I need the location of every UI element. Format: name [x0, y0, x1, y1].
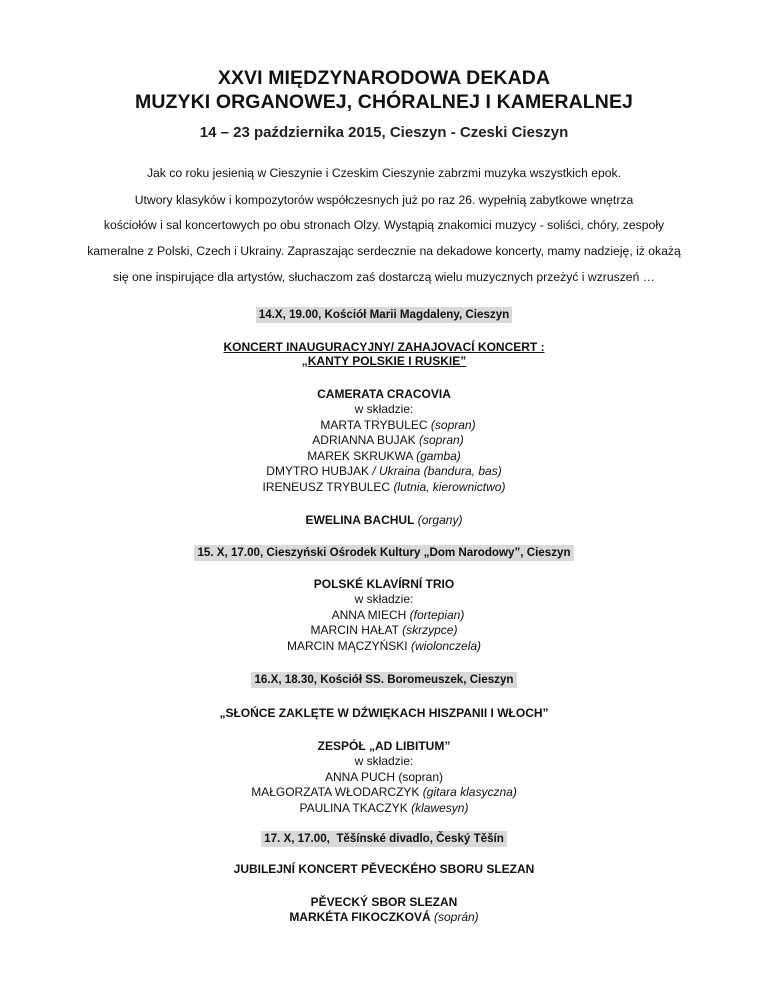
- performer: MARTA TRYBULEC (sopran): [320, 418, 476, 432]
- program-title-line-2: „KANTY POLSKIE I RUSKIE”: [301, 354, 467, 368]
- ensemble-name: ZESPÓŁ „AD LIBITUM”: [317, 739, 451, 753]
- event-header: 15. X, 17.00, Cieszyński Ośrodek Kultury „Dom Narodowy”, Cieszyn: [194, 545, 573, 561]
- subtitle: 14 – 23 października 2015, Cieszyn - Czeski Cieszyn: [199, 124, 569, 141]
- title-line-2: MUZYKI ORGANOWEJ, CHÓRALNEJ I KAMERALNEJ: [134, 91, 634, 113]
- performer: MAREK SKRUKWA (gamba): [307, 449, 461, 463]
- event-1-block: [0, 305, 768, 323]
- performer: DMYTRO HUBJAK / Ukraina (bandura, bas): [266, 464, 502, 478]
- performer: MAŁGORZATA WŁODARCZYK (gitara klasyczna): [251, 785, 517, 799]
- event-2-block: [0, 543, 768, 561]
- ensemble-name: CAMERATA CRACOVIA: [317, 387, 451, 401]
- intro-line: kameralne z Polski, Czech i Ukrainy. Zapraszając serdecznie na dekadowe koncerty, mamy nadzieję, iż okażą: [87, 244, 681, 258]
- intro-line: kościołów i sal koncertowych po obu stronach Olzy. Wystąpią znakomici muzycy - soliści, chóry, zespoły: [103, 218, 665, 232]
- program-title-line-1: KONCERT INAUGURACYJNY/ ZAHAJOVACÍ KONCERT :: [223, 340, 545, 354]
- program-title: „SŁOŃCE ZAKLĘTE W DŹWIĘKACH HISZPANII I WŁOCH”: [219, 706, 549, 720]
- performer: IRENEUSZ TRYBULEC (lutnia, kierownictwo): [262, 480, 506, 494]
- ensemble-name: PĚVECKÝ SBOR SLEZAN: [310, 895, 458, 909]
- event-header: 17. X, 17.00, Těšínské divadlo, Český Těšín: [261, 831, 507, 847]
- intro-line: się one inspirujące dla artystów, słuchaczom zaś dostarczą wielu muzycznych przeżyć i wzruszeń …: [113, 270, 655, 284]
- title-line-1: XXVI MIĘDZYNARODOWA DEKADA: [217, 67, 551, 89]
- intro-line: Utwory klasyków i kompozytorów współczesnych już po raz 26. wypełnią zabytkowe wnętrza: [134, 193, 634, 207]
- composition-label: w składzie:: [354, 402, 414, 416]
- composition-label: w składzie:: [354, 754, 414, 768]
- soloist: MARKÉTA FIKOCZKOVÁ (soprán): [289, 910, 479, 924]
- event-header: 14.X, 19.00, Kościół Marii Magdaleny, Cieszyn: [256, 307, 512, 323]
- ensemble-name: POLSKÉ KLAVÍRNÍ TRIO: [313, 577, 455, 591]
- soloist: EWELINA BACHUL (organy): [305, 513, 463, 527]
- performer: ANNA MIECH (fortepian): [331, 608, 465, 622]
- program-title: JUBILEJNÍ KONCERT PĚVECKÉHO SBORU SLEZAN: [233, 862, 535, 876]
- performer: PAULINA TKACZYK (klawesyn): [299, 801, 469, 815]
- event-3-block: [0, 670, 768, 688]
- event-header: 16.X, 18.30, Kościół SS. Boromeuszek, Cieszyn: [251, 672, 516, 688]
- event-4-block: [0, 829, 768, 847]
- performer: MARCIN HAŁAT (skrzypce): [310, 623, 458, 637]
- performer: MARCIN MĄCZYŃSKI (wiolonczela): [286, 639, 482, 653]
- performer: ANNA PUCH (sopran): [324, 770, 444, 784]
- intro-line: Jak co roku jesienią w Cieszynie i Czeskim Cieszynie zabrzmi muzyka wszystkich epok.: [146, 166, 622, 180]
- composition-label: w składzie:: [354, 592, 414, 606]
- performer: ADRIANNA BUJAK (sopran): [312, 433, 464, 447]
